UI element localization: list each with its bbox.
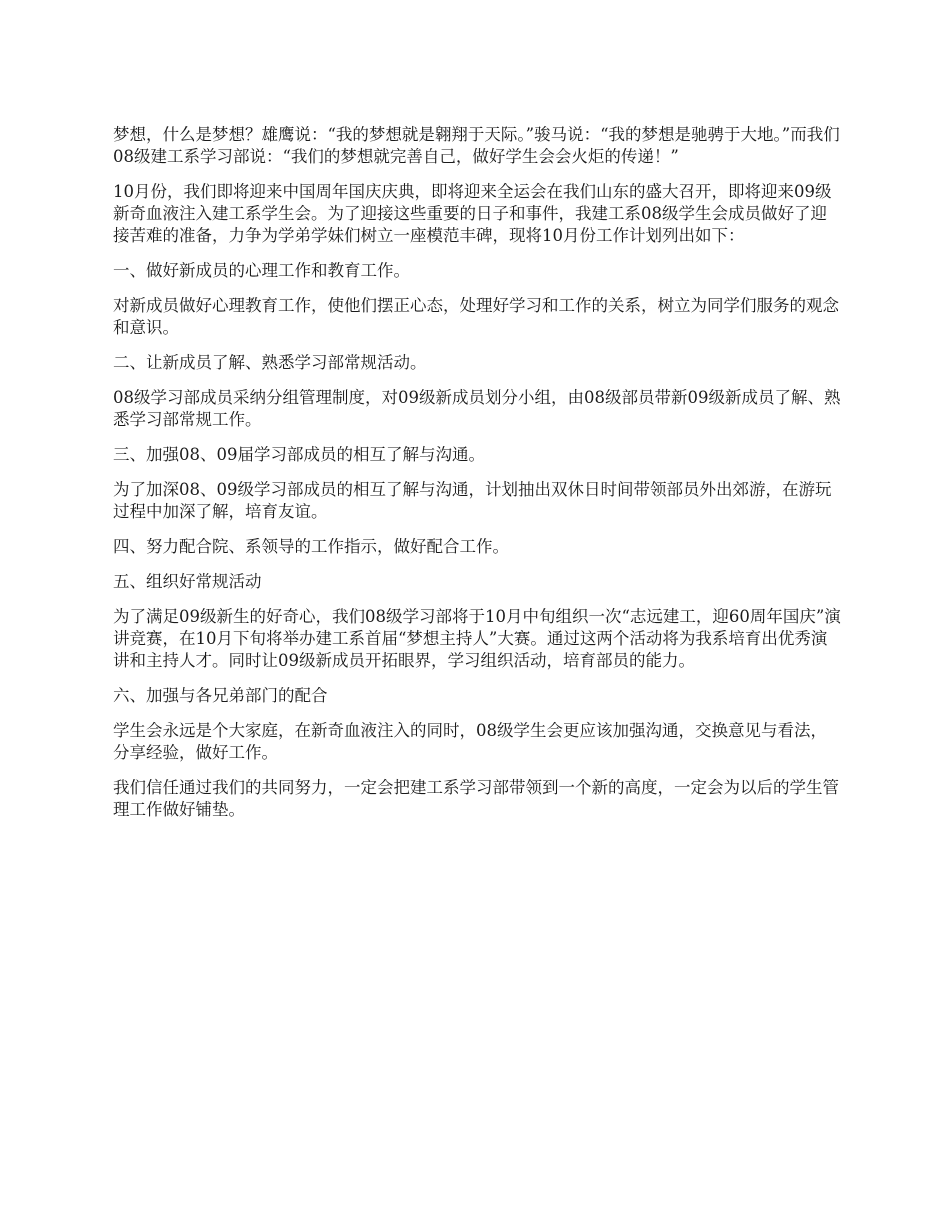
section-body-1: 对新成员做好心理教育工作，使他们摆正心态，处理好学习和工作的关系，树立为同学们服务的观念和意识。 bbox=[113, 296, 839, 337]
section-heading-1: 一、做好新成员的心理工作和教育工作。 bbox=[113, 261, 410, 280]
paragraph-conclusion: 我们信任通过我们的共同努力，一定会把建工系学习部带领到一个新的高度，一定会为以后的学生管理工作做好铺垫。 bbox=[113, 778, 839, 819]
section-heading-5: 五、组织好常规活动 bbox=[113, 572, 262, 591]
section-body-5: 为了满足09级新生的好奇心，我们08级学习部将于10月中旬组织一次“志远建工，迎60周年国庆”演讲竞赛，在10月下旬将举办建工系首届“梦想主持人”大赛。通过这两个活动将为我系培育出优秀演讲和主持人才。同时让09级新成员开拓眼界，学习组织活动，培育部员的能力。 bbox=[113, 607, 841, 670]
section-heading-2: 二、让新成员了解、熟悉学习部常规活动。 bbox=[113, 353, 427, 372]
section-body-3: 为了加深08、09级学习部成员的相互了解与沟通，计划抽出双休日时间带领部员外出郊游，在游玩过程中加深了解，培育友谊。 bbox=[113, 480, 832, 521]
paragraph-intro: 梦想，什么是梦想？雄鹰说：“我的梦想就是翱翔于天际。”骏马说：“我的梦想是驰骋于大地。”而我们08级建工系学习部说：“我们的梦想就完善自己，做好学生会会火炬的传递！” bbox=[113, 125, 840, 166]
section-heading-3: 三、加强08、09届学习部成员的相互了解与沟通。 bbox=[113, 445, 485, 464]
document-body bbox=[113, 124, 841, 834]
section-heading-4: 四、努力配合院、系领导的工作指示，做好配合工作。 bbox=[113, 537, 509, 556]
section-body-6: 学生会永远是个大家庭，在新奇血液注入的同时，08级学生会更应该加强沟通，交换意见与看法，分享经验，做好工作。 bbox=[113, 721, 827, 762]
section-body-2: 08级学习部成员采纳分组管理制度，对09级新成员划分小组，由08级部员带新09级新成员了解、熟悉学习部常规工作。 bbox=[113, 388, 841, 429]
section-heading-6: 六、加强与各兄弟部门的配合 bbox=[113, 686, 328, 705]
paragraph-overview: 10月份，我们即将迎来中国周年国庆庆典，即将迎来全运会在我们山东的盛大召开，即将迎来09级新奇血液注入建工系学生会。为了迎接这些重要的日子和事件，我建工系08级学生会成员做好了迎接苦难的准备，力争为学弟学妹们树立一座模范丰碑，现将10月份工作计划列出如下： bbox=[113, 182, 832, 245]
